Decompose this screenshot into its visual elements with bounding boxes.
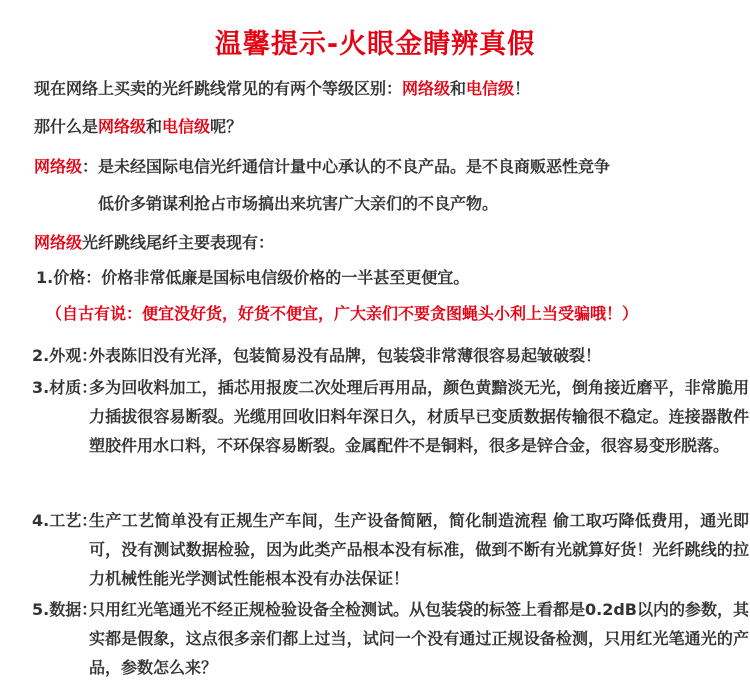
- item-text: 只用红光笔通光不经正规检验设备全检测试。从包装袋的标签上看都是0.2dB以内的参数，其实都是假象，这点很多亲们都上过当，试问一个没有通过正规设备检测，只用红光笔通光的产品，参数怎么来？: [89, 600, 749, 677]
- network-grade-label: 网络级: [98, 117, 147, 136]
- definition-line-2: [98, 193, 498, 215]
- and-text: 和: [450, 79, 467, 98]
- item-price: [36, 267, 469, 289]
- page-title: 温馨提示-火眼金睛辨真假: [214, 29, 536, 60]
- intro-line-2: [34, 116, 242, 138]
- item-label: 5.数据：: [32, 600, 98, 619]
- question-prefix: 那什么是: [34, 117, 99, 136]
- features-heading-label: 网络级: [34, 233, 83, 252]
- item-craft: [32, 506, 749, 593]
- definition-text-1: 是未经国际电信光纤通信计量中心承认的不良产品。是不良商贩恶性竞争: [98, 157, 611, 176]
- item-text: 价格非常低廉是国标电信级价格的一半甚至更便宜。: [101, 268, 470, 287]
- item-appearance: [32, 341, 749, 370]
- item-text: 生产工艺简单没有正规生产车间，生产设备简陋，简化制造流程 偷工取巧降低费用，通光即可，没有测试数据检验，因为此类产品根本没有标准，做到不断有光就算好货！光纤跳线的拉力机械性能光学测试性能根本没有办法保证！: [89, 511, 749, 588]
- features-heading: [34, 232, 274, 254]
- intro-line-1: [34, 78, 530, 100]
- definition-text-2: 低价多销谋利抢占市场搞出来坑害广大亲们的不良产物。: [98, 194, 499, 213]
- telecom-grade-label: 电信级: [466, 79, 515, 98]
- item-material: [32, 373, 749, 460]
- and-text: 和: [146, 117, 163, 136]
- telecom-grade-label: 电信级: [162, 117, 211, 136]
- item-label: 2.外观：: [32, 346, 98, 365]
- intro-text: 现在网络上买卖的光纤跳线常见的有两个等级区别：: [34, 79, 403, 98]
- question-suffix: 呢？: [210, 117, 243, 136]
- features-heading-text: 光纤跳线尾纤主要表现有：: [82, 233, 275, 252]
- definition-label: 网络级: [34, 157, 83, 176]
- item-text: 外表陈旧没有光泽，包装简易没有品牌，包装袋非常薄很容易起皱破裂！: [89, 346, 602, 365]
- network-grade-label: 网络级: [402, 79, 451, 98]
- item-label: 3.材质：: [32, 378, 98, 397]
- item-label: 4.工艺：: [32, 511, 98, 530]
- intro-suffix: ！: [514, 79, 531, 98]
- item-text: 多为回收料加工，插芯用报废二次处理后再用品，颜色黄黯淡无光，倒角接近磨平，非常脆用力插拔很容易断裂。光缆用回收旧料年深日久，材质早已变质数据传输很不稳定。连接器散件塑胶件用水口料，不环保容易断裂。金属配件不是铜料，很多是锌合金，很容易变形脱落。: [89, 378, 749, 455]
- item-data: [32, 595, 749, 682]
- definition-colon: ：: [82, 157, 99, 176]
- proverb-notice: （自古有说：便宜没好货，好货不便宜，广大亲们不要贪图蝇头小利上当受骗哦！）: [46, 304, 639, 323]
- definition-line-1: [34, 156, 610, 178]
- item-label: 1.价格：: [36, 268, 102, 287]
